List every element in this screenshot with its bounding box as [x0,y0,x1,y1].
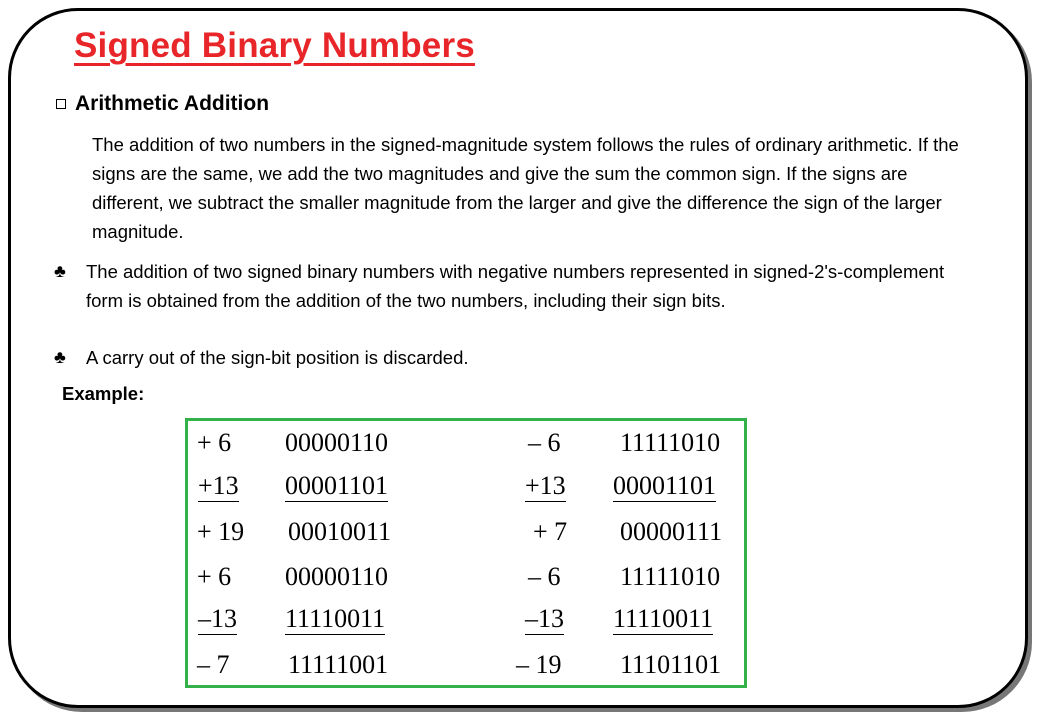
operand-a-decimal: – 6 [528,428,561,457]
operand-b-decimal: –13 [198,604,237,633]
sum-decimal: – 7 [197,650,230,679]
bullet-item [54,257,954,315]
sum-decimal: + 7 [533,517,568,546]
operand-a-binary: 00000110 [285,428,389,457]
operand-a-binary: 11111010 [620,562,721,591]
sum-binary: 11111001 [288,650,389,679]
sum-binary: 11101101 [620,650,722,679]
club-bullet-icon: ♣ [54,347,66,367]
bullet-text: The addition of two signed binary numbers with negative numbers represented in signed-2's-complement form is obtained from the addition of the two numbers, including their sign bits. [86,261,945,311]
operand-b-binary: 11110011 [285,604,386,633]
slide-title: Signed Binary Numbers [74,26,475,65]
sum-decimal: + 19 [197,517,245,546]
operand-a-binary: 00000110 [285,562,389,591]
section-heading [56,92,269,116]
intro-paragraph: The addition of two numbers in the signed-magnitude system follows the rules of ordinary arithmetic. If the signs are the same, we add the two magnitudes and give the sum the common sign. If the signs are different, we subtract the smaller magnitude from the larger and give the difference the sign of the larger magnitude. [92,134,959,242]
operand-b-binary: 00001101 [613,471,717,500]
operand-b-decimal: –13 [525,604,564,633]
operand-a-binary: 11111010 [620,428,721,457]
club-bullet-icon: ♣ [54,261,66,281]
sum-binary: 00010011 [288,517,392,546]
operand-b-binary: 00001101 [285,471,389,500]
operand-b-decimal: +13 [198,471,239,500]
section-heading-text: Arithmetic Addition [75,92,270,115]
square-bullet-icon [56,99,66,109]
bullet-item [54,343,954,372]
example-box [185,418,747,688]
bullet-text: A carry out of the sign-bit position is discarded. [86,347,469,368]
operand-a-decimal: – 6 [528,562,561,591]
sum-decimal: – 19 [516,650,562,679]
sum-binary: 00000111 [620,517,723,546]
example-label: Example: [62,383,145,404]
operand-b-decimal: +13 [525,471,566,500]
operand-b-binary: 11110011 [613,604,714,633]
operand-a-decimal: + 6 [197,562,232,591]
operand-a-decimal: + 6 [197,428,232,457]
